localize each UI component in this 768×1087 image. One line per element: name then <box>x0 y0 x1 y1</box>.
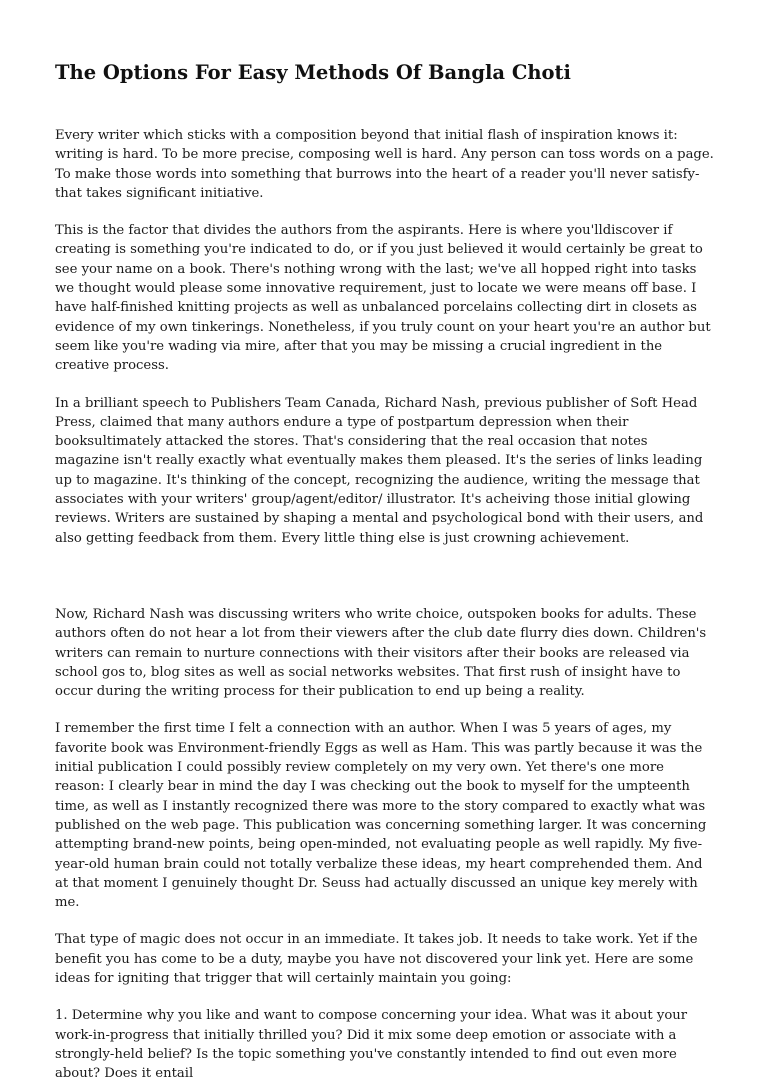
paragraph-7: 1. Determine why you like and want to compose concerning your idea. What was it about your work-in-progress that initially thrilled you? Did it mix some deep emotion or associate with a strongly-held belief? Is the topic something you've constantly intended to find out even more about? Does it entail <box>55 1008 688 1082</box>
paragraph-1: Every writer which sticks with a composition beyond that initial flash of inspiration knows it: writing is hard. To be more precise, composing well is hard. Any person can toss words on a page. To make those words into something that burrows into the heart of a reader you'll never satisfy- that takes significant initiative. <box>55 128 714 201</box>
document-title: The Options For Easy Methods Of Bangla Choti <box>55 61 571 84</box>
paragraph-2: This is the factor that divides the authors from the aspirants. Here is where you'lldiscover if creating is something you're indicated to do, or if you just believed it would certainly be great to see your name on a book. There's nothing wrong with the last; we've all hopped right into tasks we thought would please some innovative requirement, just to locate we were means off base. I have half-finished knitting projects as well as unbalanced porcelains collecting dirt in closets as evidence of my own tinkerings. Nonetheless, if you truly count on your heart you're an author but seem like you're wading via mire, after that you may be missing a crucial ingredient in the creative process. <box>55 223 711 374</box>
section-gap <box>55 566 714 605</box>
paragraph-4: Now, Richard Nash was discussing writers who write choice, outspoken books for adults. These authors often do not hear a lot from their viewers after the club date flurry dies down. Children's writers can remain to nurture connections with their visitors after their books are released via school gos to, blog sites as well as social networks websites. That first rush of insight have to occur during the writing process for their publication to end up being a reality. <box>55 606 707 700</box>
paragraph-6: That type of magic does not occur in an immediate. It takes job. It needs to take work. Yet if the benefit you has come to be a duty, maybe you have not discovered your link yet. Here are some ideas for igniting that trigger that will certainly maintain you going: <box>55 932 698 986</box>
paragraph-5: I remember the first time I felt a connection with an author. When I was 5 years of ages, my favorite book was Environment-friendly Eggs as well as Ham. This was partly because it was the initial publication I could possibly review completely on my very own. Yet there's one more reason: I clearly bear in mind the day I was checking out the book to myself for the umpteenth time, as well as I instantly recognized there was more to the story compared to exactly what was published on the web page. This publication was concerning something larger. It was concerning attempting brand-new points, being open-minded, not evaluating people as well rapidly. My five-year-old human brain could not totally verbalize these ideas, my heart comprehended them. And at that moment I genuinely thought Dr. Seuss had actually discussed an unique key merely with me. <box>55 721 707 911</box>
paragraph-3: In a brilliant speech to Publishers Team Canada, Richard Nash, previous publisher of Soft Head Press, claimed that many authors endure a type of postpartum depression when their booksultimately attacked the stores. That's considering that the real occasion that notes magazine isn't really exactly what eventually makes them pleased. It's the series of links leading up to magazine. It's thinking of the concept, recognizing the audience, writing the message that associates with your writers' group/agent/editor/ illustrator. It's acheiving those initial glowing reviews. Writers are sustained by shaping a mental and psychological bond with their users, and also getting feedback from them. Every little thing else is just crowning achievement. <box>55 395 704 546</box>
